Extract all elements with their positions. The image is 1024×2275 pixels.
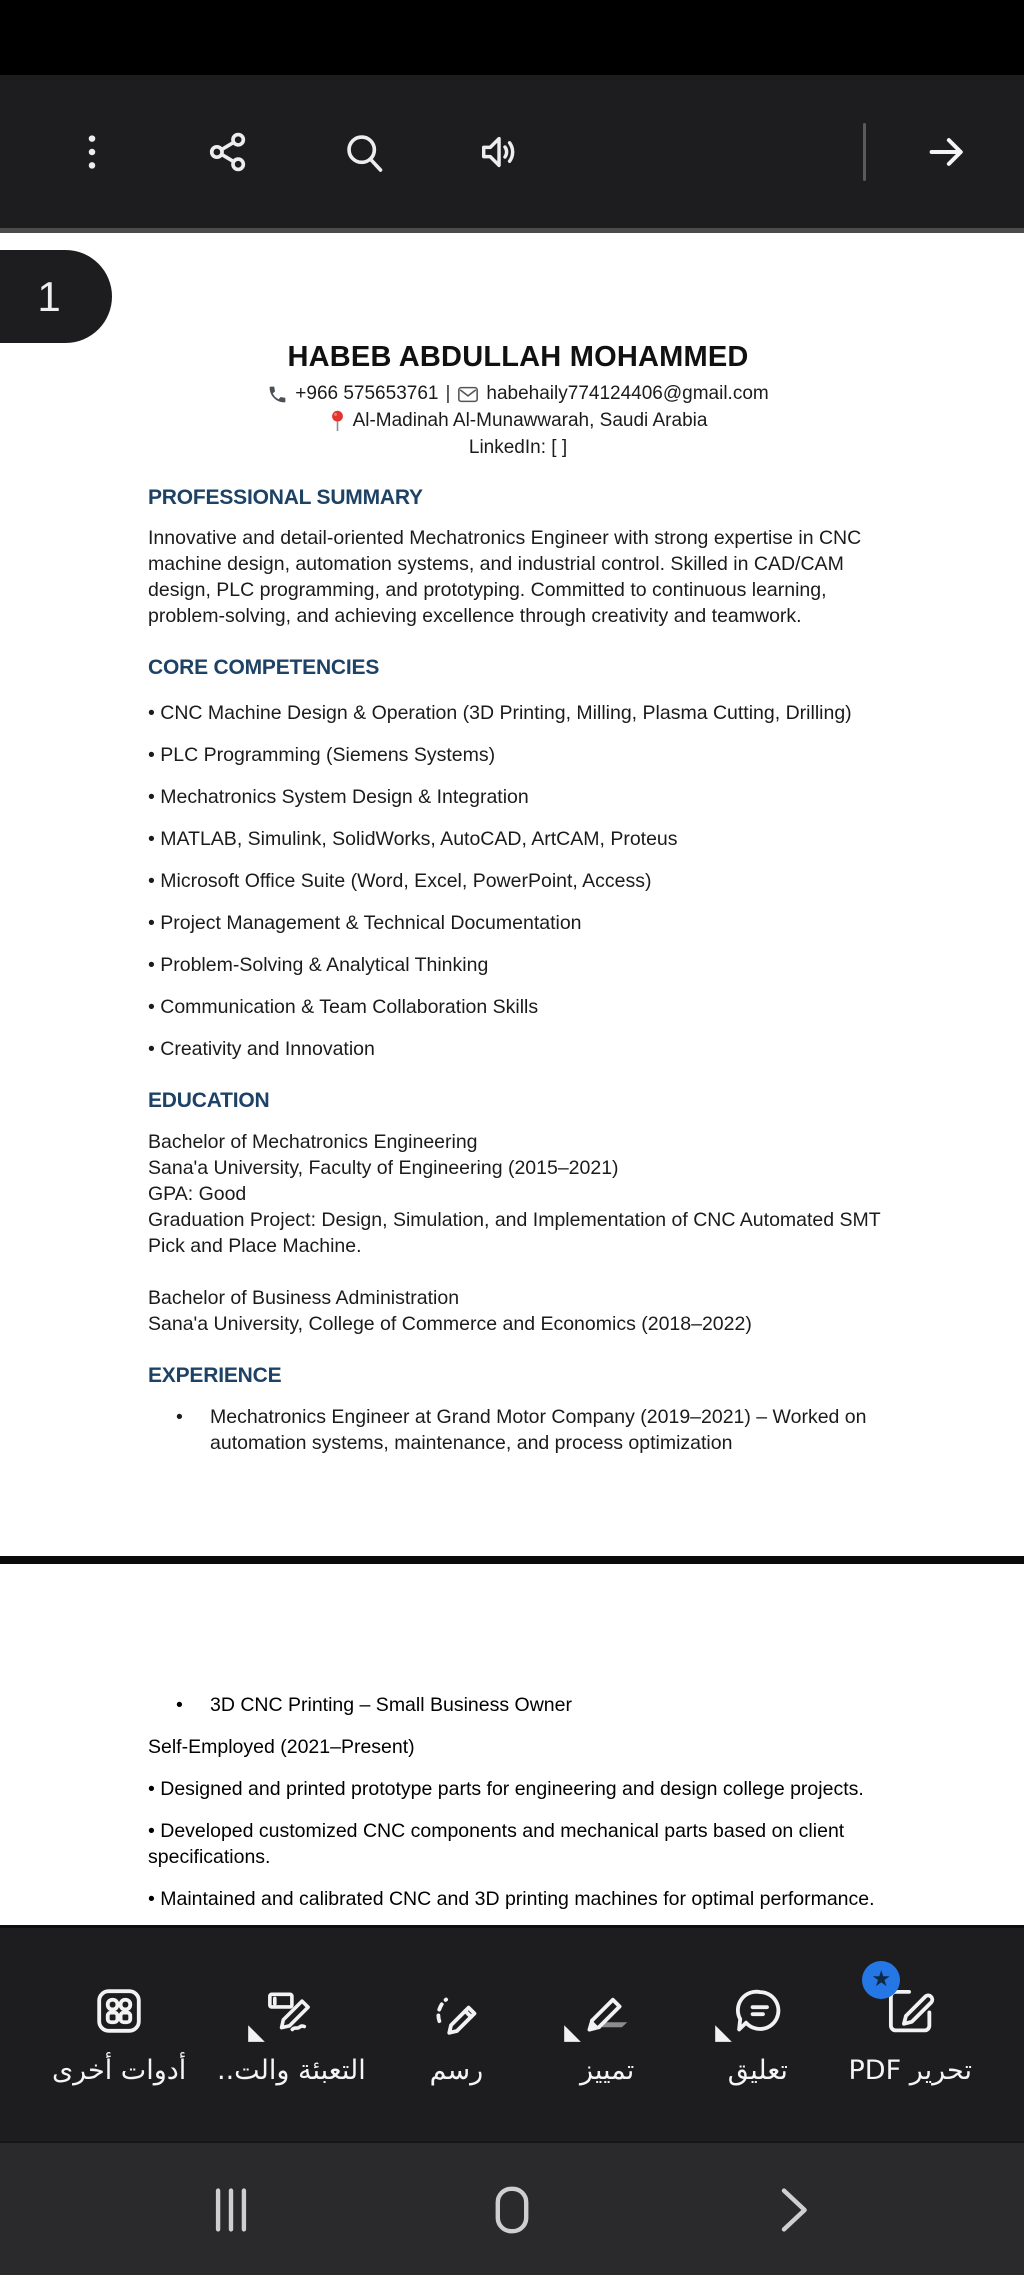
toolbar-divider <box>863 123 866 181</box>
section-heading-competencies: CORE COMPETENCIES <box>148 656 380 679</box>
competencies-list <box>148 700 888 1062</box>
tool-edit-pdf[interactable] <box>848 1967 972 2086</box>
list-item: • Designed and printed prototype parts for engineering and design college projects. <box>148 1778 864 1800</box>
experience-text: Mechatronics Engineer at Grand Motor Company (2019–2021) – Worked on automation systems, maintenance, and process optimization <box>210 1406 867 1454</box>
phone-icon <box>267 384 288 405</box>
pdf-page-1[interactable] <box>0 233 1024 1556</box>
degree-line: Sana'a University, Faculty of Engineering (2015–2021) <box>148 1157 619 1179</box>
android-nav-bar <box>0 2141 1024 2275</box>
education-degree-1 <box>148 1129 893 1259</box>
back-button[interactable] <box>758 2175 828 2245</box>
candidate-name: HABEB ABDULLAH MOHAMMED <box>287 341 749 373</box>
tool-label: رسم <box>429 2055 484 2086</box>
business-bullet-item <box>148 1692 878 1718</box>
page-number-badge <box>0 250 112 343</box>
share-button[interactable] <box>202 126 254 178</box>
location-pin-icon <box>329 410 346 432</box>
tool-comment[interactable] <box>698 1983 818 2086</box>
list-item: • Creativity and Innovation <box>148 1038 375 1060</box>
forward-button[interactable] <box>920 126 972 178</box>
page-separator <box>0 1556 1024 1564</box>
draw-pencil-icon <box>428 1983 484 2039</box>
edit-pdf-icon <box>871 1967 938 2039</box>
tool-highlight[interactable] <box>547 1983 667 2086</box>
read-aloud-icon <box>477 129 523 175</box>
search-icon <box>341 129 387 175</box>
location-text: Al-Madinah Al-Munawwarah, Saudi Arabia <box>352 410 708 431</box>
business-detail-list <box>148 1776 888 1912</box>
annotation-toolbar <box>0 1925 1024 2141</box>
tool-fill-and-sign[interactable] <box>217 1983 366 2086</box>
summary-paragraph: Innovative and detail-oriented Mechatronics Engineer with strong expertise in CNC machine design, automation systems, and industrial control. Skilled in CAD/CAM design, PLC programming, and prototyping. Committed to continuous learning, problem-solving, and achieving excellence through creativity and teamwork. <box>148 527 862 627</box>
home-button[interactable] <box>477 2175 547 2245</box>
home-icon <box>481 2179 543 2241</box>
tool-label: التعبئة والت.. <box>217 2055 366 2086</box>
star-icon: ★ <box>871 1967 892 1992</box>
email-address: habehaily774124406@gmail.com <box>486 383 769 404</box>
recents-button[interactable] <box>196 2175 266 2245</box>
overflow-menu-button[interactable] <box>66 126 118 178</box>
resume-header <box>148 341 888 459</box>
page-number: 1 <box>37 272 61 320</box>
tool-label: أدوات أخرى <box>52 2055 187 2086</box>
tool-draw[interactable] <box>396 1983 516 2086</box>
degree-line: GPA: Good <box>148 1183 247 1205</box>
education-degree-2 <box>148 1285 893 1337</box>
degree-line: Bachelor of Mechatronics Engineering <box>148 1131 478 1153</box>
email-icon <box>457 385 479 404</box>
resume-content <box>0 233 1024 1456</box>
degree-line: Bachelor of Business Administration <box>148 1287 460 1309</box>
list-item: • PLC Programming (Siemens Systems) <box>148 744 496 766</box>
top-toolbar <box>0 75 1024 233</box>
list-item: • Project Management & Technical Documentation <box>148 912 582 934</box>
share-icon <box>205 129 251 175</box>
back-chevron-icon <box>762 2179 824 2241</box>
degree-line: Sana'a University, College of Commerce and Economics (2018–2022) <box>148 1313 752 1335</box>
forward-arrow-icon <box>923 129 969 175</box>
contact-line <box>148 383 888 405</box>
pdf-page-2[interactable] <box>0 1564 1024 1925</box>
linkedin-line: LinkedIn: [ ] <box>468 437 568 458</box>
list-item: • Communication & Team Collaboration Skills <box>148 996 539 1018</box>
fill-and-sign-icon <box>263 1983 319 2039</box>
list-item: • Mechatronics System Design & Integration <box>148 786 529 808</box>
location-line <box>148 410 888 432</box>
list-item: • Problem-Solving & Analytical Thinking <box>148 954 489 976</box>
tool-more-tools[interactable] <box>52 1983 186 2086</box>
bullet-glyph: • <box>176 1406 183 1428</box>
section-heading-experience: EXPERIENCE <box>148 1364 282 1387</box>
list-item: • Maintained and calibrated CNC and 3D printing machines for optimal performance. <box>148 1888 875 1910</box>
section-heading-education: EDUCATION <box>148 1089 270 1112</box>
list-item: • Microsoft Office Suite (Word, Excel, PowerPoint, Access) <box>148 870 652 892</box>
overflow-menu-icon <box>69 129 115 175</box>
degree-line: Graduation Project: Design, Simulation, and Implementation of CNC Automated SMT Pick and Place Machine. <box>148 1209 881 1257</box>
premium-star-badge <box>862 1961 900 1999</box>
bullet-glyph: • <box>176 1694 183 1716</box>
recents-icon <box>200 2179 262 2241</box>
list-item: • MATLAB, Simulink, SolidWorks, AutoCAD, ArtCAM, Proteus <box>148 828 678 850</box>
self-employed-line: Self-Employed (2021–Present) <box>148 1736 415 1758</box>
search-button[interactable] <box>338 126 390 178</box>
tool-label: تمييز <box>579 2055 635 2086</box>
comment-bubble-icon <box>730 1983 786 2039</box>
business-title: 3D CNC Printing – Small Business Owner <box>210 1694 572 1716</box>
list-item: • Developed customized CNC components and mechanical parts based on client specifications. <box>148 1820 845 1868</box>
list-item: • CNC Machine Design & Operation (3D Printing, Milling, Plasma Cutting, Drilling) <box>148 702 852 724</box>
phone-number: +966 575653761 <box>295 383 439 404</box>
tool-label: تحرير PDF <box>848 2055 972 2086</box>
status-bar <box>0 0 1024 75</box>
tool-label: تعليق <box>727 2055 788 2086</box>
contact-separator: | <box>445 383 451 404</box>
more-tools-grid-icon <box>91 1983 147 2039</box>
experience-bullet-item <box>148 1404 878 1456</box>
section-heading-summary: PROFESSIONAL SUMMARY <box>148 486 423 509</box>
highlighter-icon <box>579 1983 635 2039</box>
read-aloud-button[interactable] <box>474 126 526 178</box>
